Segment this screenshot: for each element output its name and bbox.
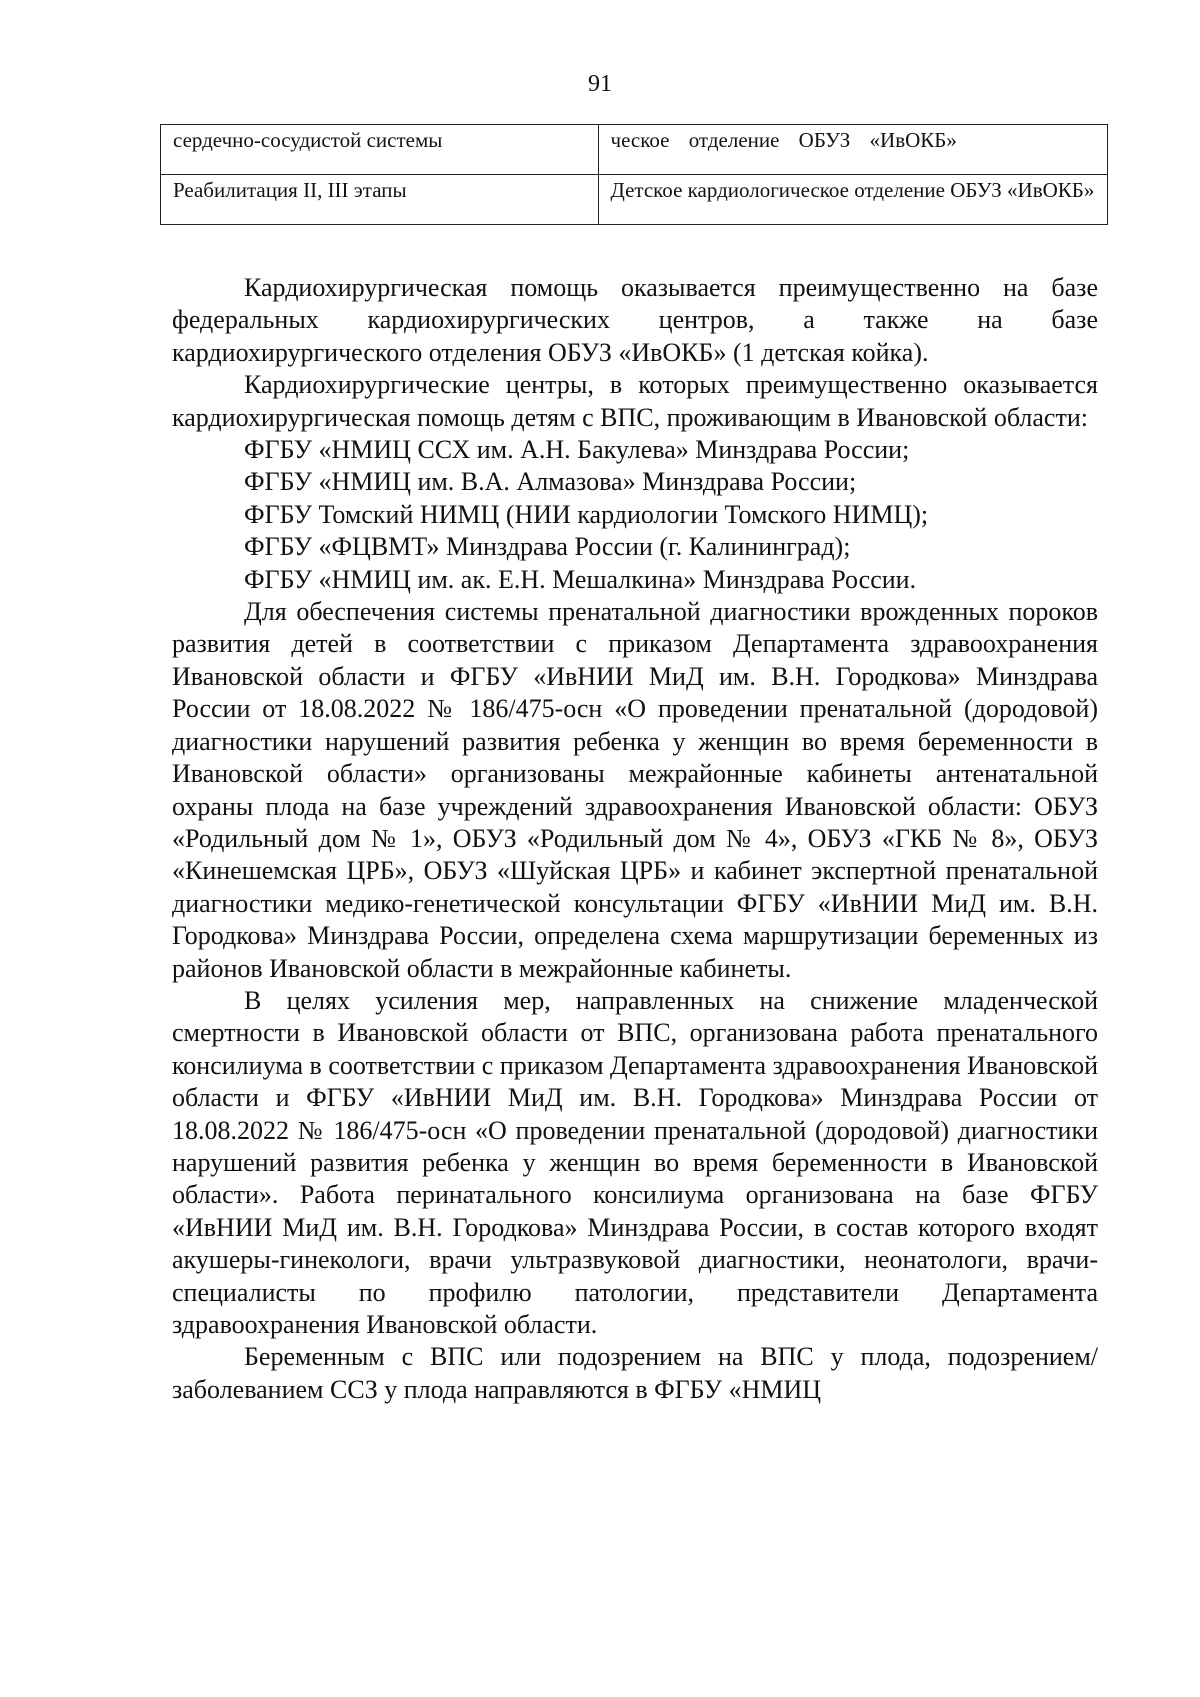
list-item: ФГБУ «ФЦВМТ» Минздрава России (г. Калининград); [244,532,851,562]
table-cell: Детское кардиологическое отделение ОБУЗ «ИвОКБ» [598,175,1107,225]
list-item: ФГБУ «НМИЦ им. ак. Е.Н. Мешалкина» Минздрава России. [244,564,917,594]
table-cell: сердечно-сосудистой системы [161,125,599,175]
paragraph: Для обеспечения системы пренатальной диагностики врожденных пороков развития детей в соответствии с приказом Департамента здравоохранения Ивановской области и ФГБУ «ИвНИИ МиД им. В.Н. Городкова» Минздрава России от 18.08.2022 № 186/475-осн «О проведении пренатальной (дородовой) диагностики нарушений развития ребенка у женщин во время беременности в Ивановской области» организованы межрайонные кабинеты антенатальной охраны плода на базе учреждений здравоохранения Ивановской области: ОБУЗ «Родильный дом № 1», ОБУЗ «Родильный дом № 4», ОБУЗ «ГКБ № 8», ОБУЗ «Кинешемская ЦРБ», ОБУЗ «Шуйская ЦРБ» и кабинет экспертной пренатальной диагностики медико-генетической консультации ФГБУ «ИвНИИ МиД им. В.Н. Городкова» Минздрава России, определена схема маршрутизации беременных из районов Ивановской области в межрайонные кабинеты. [172,597,1098,983]
table-cell: Реабилитация II, III этапы [161,175,599,225]
table-row [161,175,1108,225]
table-cell: ческое отделение ОБУЗ «ИвОКБ» [598,125,1107,175]
list-item: ФГБУ Томский НИМЦ (НИИ кардиологии Томского НИМЦ); [244,499,929,529]
paragraph: Беременным с ВПС или подозрением на ВПС у плода, подозрением/заболеванием ССЗ у плода направляются в ФГБУ «НМИЦ [172,1342,1098,1404]
paragraph: Кардиохирургические центры, в которых преимущественно оказывается кардиохирургическая помощь детям с ВПС, проживающим в Ивановской области: [172,370,1098,432]
table-row [161,125,1108,175]
routing-table [160,124,1108,225]
list-item: ФГБУ «НМИЦ ССХ им. А.Н. Бакулева» Минздрава России; [244,435,910,465]
list-item: ФГБУ «НМИЦ им. В.А. Алмазова» Минздрава России; [244,467,857,497]
body-text [172,272,1098,1406]
page-number: 91 [588,71,612,97]
paragraph: В целях усиления мер, направленных на снижение младенческой смертности в Ивановской области от ВПС, организована работа пренатального консилиума в соответствии с приказом Департамента здравоохранения Ивановской области и ФГБУ «ИвНИИ МиД им. В.Н. Городкова» Минздрава России от 18.08.2022 № 186/475-осн «О проведении пренатальной (дородовой) диагностики нарушений развития ребенка у женщин во время беременности в Ивановской области». Работа перинатального консилиума организована на базе ФГБУ «ИвНИИ МиД им. В.Н. Городкова» Минздрава России, в состав которого входят акушеры-гинекологи, врачи ультразвуковой диагностики, неонатологи, врачи-специалисты по профилю патологии, представители Департамента здравоохранения Ивановской области. [172,985,1098,1339]
paragraph: Кардиохирургическая помощь оказывается преимущественно на базе федеральных кардиохирургических центров, а также на базе кардиохирургического отделения ОБУЗ «ИвОКБ» (1 детская койка). [172,273,1098,367]
